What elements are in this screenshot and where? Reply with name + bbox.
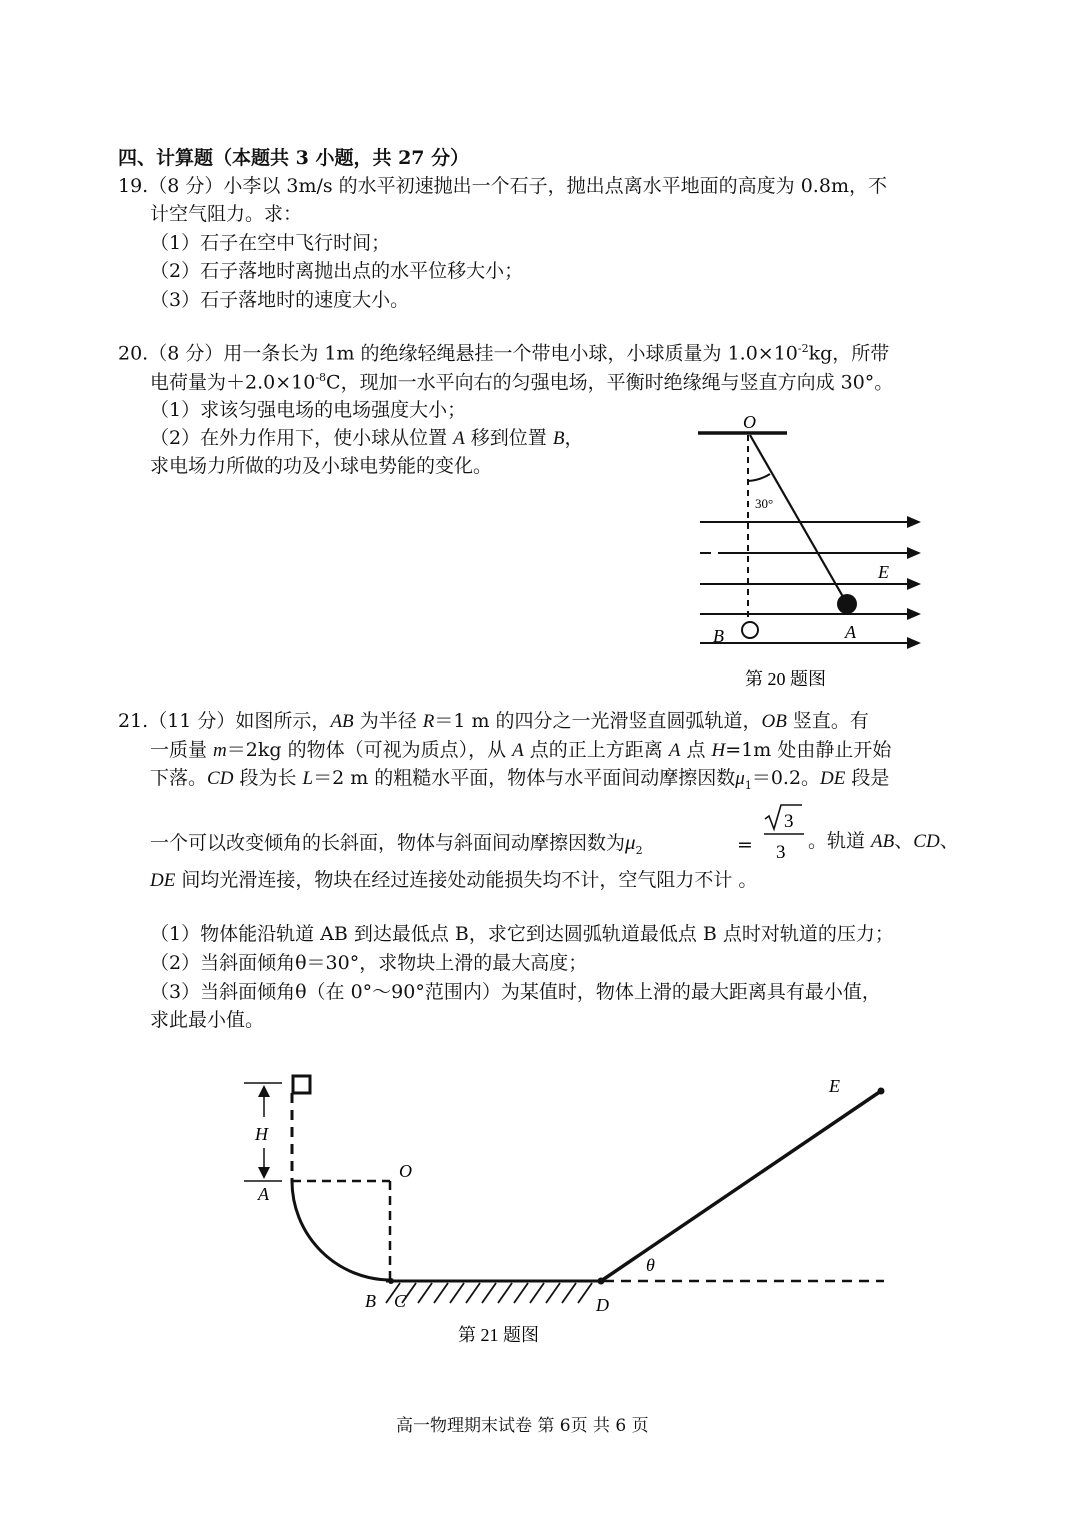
- section-title: 四、计算题（本题共 3 小题，共 27 分）: [118, 147, 470, 169]
- q19-line1: 19.（8 分）小李以 3m/s 的水平初速抛出一个石子，抛出点离水平地面的高度为 0.8m，不: [118, 175, 887, 197]
- q21-equals: =: [737, 834, 753, 856]
- q21-mu2: μ: [625, 830, 636, 854]
- q21-line3-mid: 段为长: [233, 767, 303, 789]
- q19-part1: （1）石子在空中飞行时间；: [150, 232, 391, 254]
- q21-part3: （3）当斜面倾角θ（在 0°～90°范围内）为某值时，物体上滑的最大距离具有最小值，: [150, 981, 881, 1003]
- q21-line1-end: 竖直。有: [786, 710, 869, 732]
- q20-line1-text: 20.（8 分）用一条长为 1m 的绝缘轻绳悬挂一个带电小球，小球质量为 1.0×10: [118, 342, 798, 365]
- fig21-caption: 第 21 题图: [458, 1325, 539, 1345]
- q21-l: L: [302, 768, 314, 789]
- q20-part2-end: ，: [564, 427, 584, 449]
- fig20-label-b: B: [713, 626, 724, 646]
- q21-mu1: μ: [735, 768, 745, 789]
- q21-line4-sep1: 、: [894, 830, 914, 852]
- q21-line4-text: 一个可以改变倾角的长斜面，物体与斜面间动摩擦因数为: [150, 832, 626, 854]
- q21-ob: OB: [761, 711, 787, 732]
- q19-line2: 计空气阻力。求：: [150, 203, 303, 225]
- page-footer: 高一物理期末试卷 第 6页 共 6 页: [396, 1416, 649, 1436]
- q20-point-b: B: [552, 428, 565, 449]
- q21-part3-line2: 求此最小值。: [150, 1009, 265, 1031]
- q21-ab: AB: [330, 711, 354, 732]
- fig20-label-a: A: [845, 622, 856, 642]
- q20-line2-exponent: -8: [315, 371, 327, 384]
- q20-line1-exponent: -2: [797, 342, 809, 355]
- q21-a: A: [512, 740, 524, 761]
- q21-line3-text: 下落。: [150, 767, 208, 789]
- q21-mu1-sub: 1: [744, 778, 752, 792]
- q21-de2: DE: [150, 870, 176, 891]
- fig21-label-c: C: [394, 1291, 407, 1311]
- q21-m: m: [213, 740, 227, 761]
- fig21-label-h: H: [255, 1124, 268, 1144]
- fig20-angle-label: 30°: [755, 496, 774, 511]
- q21-line1-mid2: ＝1 m 的四分之一光滑竖直圆弧轨道，: [434, 710, 762, 732]
- q19-part3: （3）石子落地时的速度大小。: [150, 289, 410, 311]
- q19-part2: （2）石子落地时离抛出点的水平位移大小；: [150, 260, 524, 282]
- q21-cd2: CD: [913, 831, 940, 852]
- q21-line3-end: 段是: [845, 767, 890, 789]
- sqrt3-radicand: 3: [784, 811, 794, 832]
- fig21-label-o: O: [399, 1161, 412, 1181]
- q20-part1: （1）求该匀强电场的电场强度大小；: [150, 399, 467, 421]
- q21-h: H: [711, 740, 726, 761]
- q21-part2: （2）当斜面倾角θ＝30°，求物块上滑的最大高度；: [150, 952, 588, 974]
- q20-point-a: A: [453, 428, 465, 449]
- q21-line3-mid3: ＝0.2。: [751, 767, 821, 789]
- q21-line1-text: 21.（11 分）如图所示，: [118, 710, 331, 732]
- q20-line2-text: 电荷量为＋2.0×10: [150, 371, 316, 394]
- fig21-arc-track: [292, 1181, 391, 1280]
- fig21-label-a: A: [258, 1184, 269, 1204]
- q20-line1-text-end: kg，所带: [808, 342, 890, 365]
- fraction-denominator: 3: [776, 842, 786, 863]
- q21-line2-mid2: 点的正上方距离: [523, 739, 669, 761]
- q21-ab2: AB: [871, 831, 895, 852]
- fig20-caption: 第 20 题图: [745, 669, 826, 689]
- fig21-label-theta: θ: [646, 1255, 655, 1275]
- q21-line1-mid: 为半径: [353, 710, 423, 732]
- q21-line3-mid2: ＝2 m 的粗糙水平面，物体与水平面间动摩擦因数: [313, 767, 736, 789]
- fig21-label-d: D: [596, 1295, 609, 1315]
- fig21-label-b: B: [365, 1291, 376, 1311]
- q21-line2-end: =1m 处由静止开始: [725, 739, 892, 761]
- q21-line4-tail: 。轨道: [808, 830, 872, 852]
- q20-part2-text: （2）在外力作用下，使小球从位置: [150, 427, 454, 449]
- q21-a2: A: [668, 740, 681, 761]
- fig21-object: [293, 1076, 310, 1093]
- q21-de: DE: [820, 768, 846, 789]
- q21-line2-mid3: 点: [680, 739, 712, 761]
- fig20-label-e: E: [878, 562, 889, 582]
- q20-part2-line2: 求电场力所做的功及小球电势能的变化。: [150, 455, 493, 477]
- fig20-label-o: O: [743, 412, 756, 432]
- fig21-label-e: E: [829, 1076, 840, 1096]
- q21-cd: CD: [207, 768, 234, 789]
- q21-line2-mid: ＝2kg 的物体（可视为质点），从: [226, 739, 513, 761]
- q21-line5-text: 间均光滑连接，物块在经过连接处动能损失均不计，空气阻力不计 。: [175, 869, 758, 891]
- q21-part1: （1）物体能沿轨道 AB 到达最低点 B，求它到达圆弧轨道最低点 B 点时对轨道的压力；: [150, 923, 894, 945]
- q21-line2-text: 一质量: [150, 739, 214, 761]
- q20-part2-mid: 移到位置: [464, 427, 553, 449]
- q21-mu2-sub: 2: [635, 843, 643, 857]
- q21-r: R: [422, 711, 435, 732]
- q21-line4-sep2: 、: [939, 830, 959, 852]
- q20-line2-text-end: C，现加一水平向右的匀强电场，平衡时绝缘绳与竖直方向成 30°。: [326, 371, 894, 394]
- fig21-incline: [601, 1091, 881, 1281]
